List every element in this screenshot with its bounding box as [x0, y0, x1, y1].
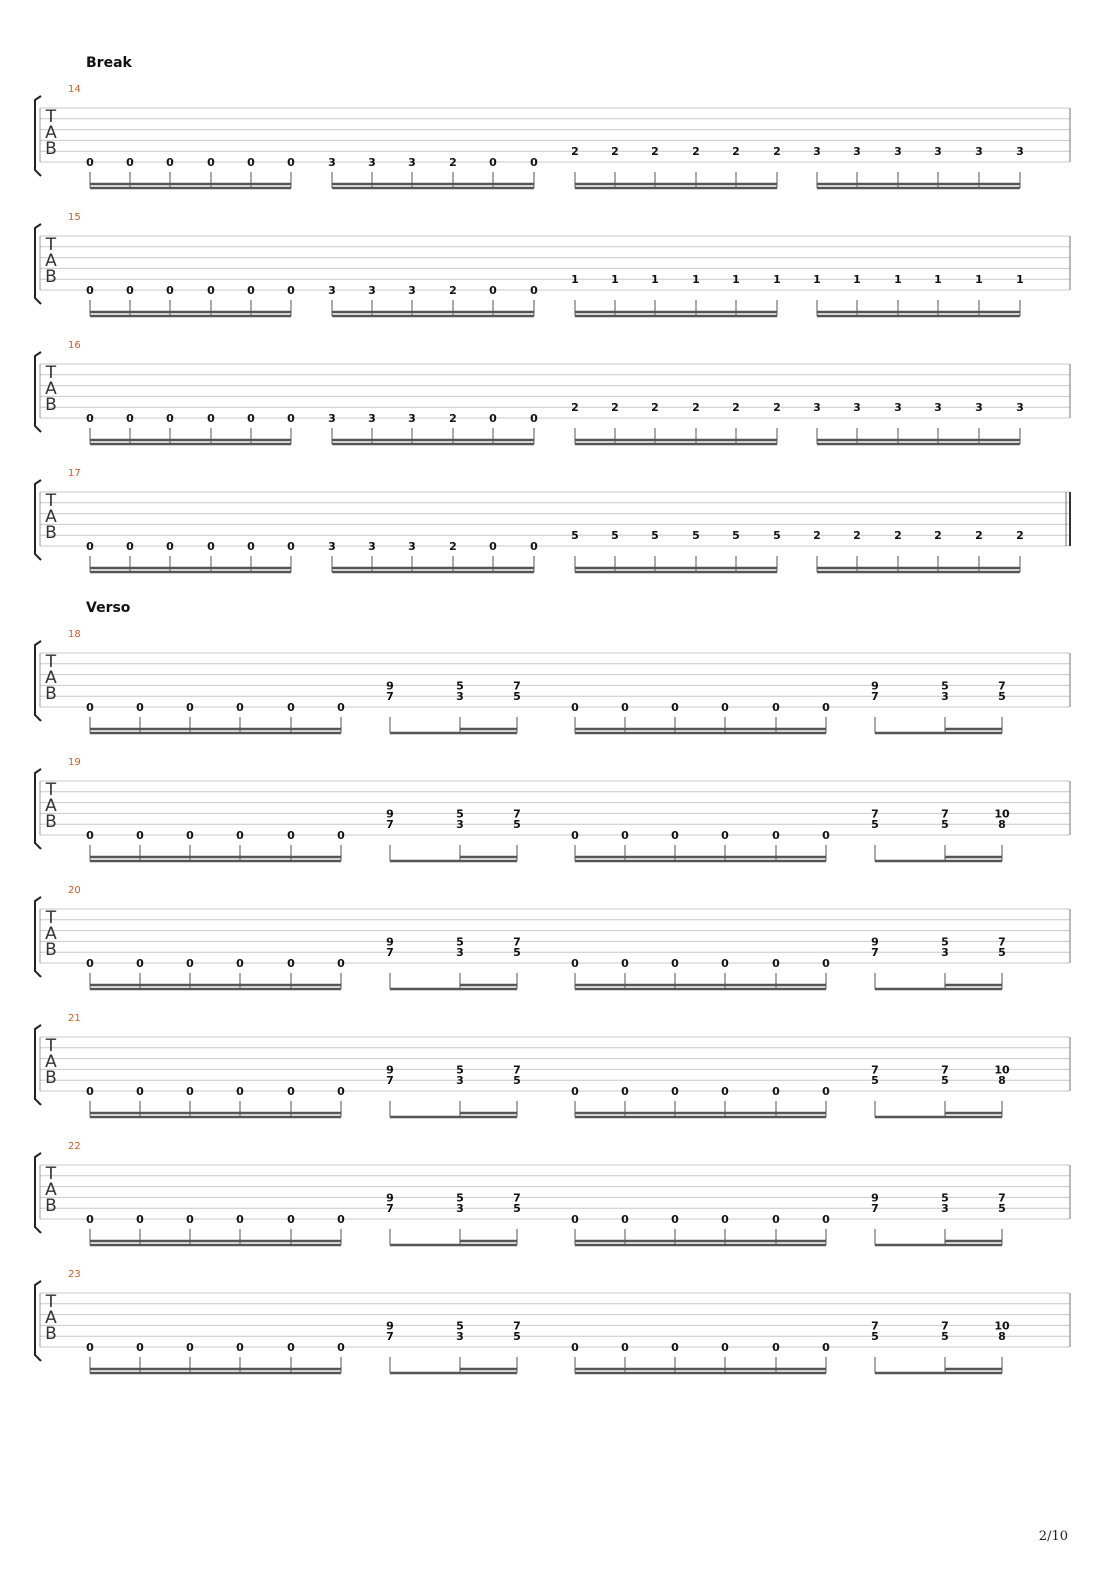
fret-number: 0	[86, 284, 94, 297]
chord-fret-lower: 5	[941, 1074, 949, 1088]
fret-number: 0	[287, 957, 295, 970]
tab-clef-letter: B	[45, 1324, 57, 1344]
fret-number: 0	[166, 540, 174, 553]
tab-clef-letter: B	[45, 395, 57, 415]
fret-number: 0	[721, 701, 729, 714]
chord-fret-upper: 5	[456, 679, 464, 693]
measure-number: 19	[68, 757, 81, 768]
chord-fret-lower: 3	[456, 1074, 464, 1088]
tab-clef-letter: T	[45, 908, 57, 928]
tab-clef-letter: B	[45, 267, 57, 287]
chord-fret-upper: 7	[871, 1319, 879, 1333]
chord-fret-upper: 5	[456, 1319, 464, 1333]
fret-number: 5	[611, 529, 619, 543]
tab-clef-letter: T	[45, 1292, 57, 1312]
chord-fret-lower: 5	[513, 818, 521, 832]
chord-fret-upper: 7	[941, 807, 949, 821]
chord-fret-lower: 3	[456, 1202, 464, 1216]
chord-fret-upper: 5	[941, 1191, 949, 1205]
fret-number: 0	[236, 957, 244, 970]
fret-number: 0	[287, 829, 295, 842]
fret-number: 2	[853, 529, 861, 543]
section-label: Break	[86, 55, 132, 71]
chord-fret-upper: 5	[941, 935, 949, 949]
fret-number: 0	[489, 156, 497, 169]
fret-number: 5	[732, 529, 740, 543]
fret-number: 1	[611, 273, 619, 287]
fret-number: 0	[207, 540, 215, 553]
tab-clef-letter: A	[45, 924, 57, 944]
fret-number: 0	[337, 701, 345, 714]
chord-fret-lower: 3	[456, 1330, 464, 1344]
tab-clef-letter: T	[45, 652, 57, 672]
fret-number: 0	[772, 701, 780, 714]
fret-number: 0	[86, 1341, 94, 1354]
fret-number: 0	[721, 1085, 729, 1098]
measure-number: 23	[68, 1269, 81, 1280]
fret-number: 0	[287, 1213, 295, 1226]
tab-clef-letter: A	[45, 1180, 57, 1200]
fret-number: 0	[86, 957, 94, 970]
fret-number: 0	[822, 829, 830, 842]
chord-fret-upper: 5	[456, 1063, 464, 1077]
fret-number: 0	[247, 540, 255, 553]
chord-fret-upper: 5	[456, 1191, 464, 1205]
fret-number: 2	[732, 401, 740, 415]
chord-fret-upper: 7	[871, 1063, 879, 1077]
fret-number: 0	[287, 412, 295, 425]
fret-number: 0	[671, 829, 679, 842]
fret-number: 3	[328, 156, 336, 169]
fret-number: 3	[975, 145, 983, 159]
fret-number: 0	[136, 957, 144, 970]
chord-fret-upper: 5	[941, 679, 949, 693]
fret-number: 0	[621, 1341, 629, 1354]
chord-fret-upper: 10	[994, 807, 1010, 821]
fret-number: 0	[671, 957, 679, 970]
fret-number: 0	[772, 1085, 780, 1098]
fret-number: 1	[651, 273, 659, 287]
tab-clef-letter: A	[45, 668, 57, 688]
chord-fret-upper: 7	[513, 807, 521, 821]
fret-number: 0	[186, 1213, 194, 1226]
fret-number: 2	[773, 145, 781, 159]
tab-clef-letter: T	[45, 780, 57, 800]
fret-number: 0	[207, 284, 215, 297]
fret-number: 3	[368, 284, 376, 297]
chord-fret-upper: 9	[386, 935, 394, 949]
fret-number: 0	[287, 701, 295, 714]
tab-clef-letter: B	[45, 523, 57, 543]
fret-number: 0	[489, 284, 497, 297]
chord-fret-upper: 7	[998, 1191, 1006, 1205]
chord-fret-lower: 5	[871, 818, 879, 832]
fret-number: 2	[692, 401, 700, 415]
tab-clef-letter: A	[45, 123, 57, 143]
chord-fret-lower: 8	[998, 1074, 1006, 1088]
fret-number: 1	[1016, 273, 1024, 287]
fret-number: 3	[408, 156, 416, 169]
fret-number: 2	[894, 529, 902, 543]
fret-number: 0	[86, 1213, 94, 1226]
fret-number: 2	[692, 145, 700, 159]
fret-number: 1	[732, 273, 740, 287]
chord-fret-upper: 7	[998, 935, 1006, 949]
fret-number: 3	[813, 401, 821, 415]
fret-number: 0	[621, 957, 629, 970]
fret-number: 2	[651, 145, 659, 159]
fret-number: 0	[236, 1341, 244, 1354]
fret-number: 0	[186, 957, 194, 970]
fret-number: 0	[86, 540, 94, 553]
fret-number: 0	[126, 540, 134, 553]
tab-clef-letter: B	[45, 812, 57, 832]
chord-fret-lower: 5	[513, 690, 521, 704]
chord-fret-lower: 8	[998, 818, 1006, 832]
fret-number: 0	[186, 701, 194, 714]
fret-number: 0	[671, 701, 679, 714]
tab-clef-letter: T	[45, 491, 57, 511]
fret-number: 0	[186, 829, 194, 842]
fret-number: 3	[934, 145, 942, 159]
fret-number: 2	[571, 401, 579, 415]
fret-number: 3	[894, 401, 902, 415]
chord-fret-upper: 7	[513, 935, 521, 949]
measure-number: 20	[68, 885, 81, 896]
chord-fret-lower: 5	[941, 1330, 949, 1344]
section-label: Verso	[86, 600, 131, 616]
fret-number: 0	[530, 540, 538, 553]
fret-number: 0	[721, 1341, 729, 1354]
fret-number: 0	[126, 284, 134, 297]
fret-number: 2	[773, 401, 781, 415]
tab-clef-letter: T	[45, 235, 57, 255]
fret-number: 0	[166, 156, 174, 169]
chord-fret-upper: 7	[513, 679, 521, 693]
chord-fret-lower: 3	[456, 690, 464, 704]
chord-fret-lower: 7	[871, 1202, 879, 1216]
page-number: 2/10	[1038, 1529, 1068, 1544]
chord-fret-upper: 7	[513, 1319, 521, 1333]
fret-number: 5	[773, 529, 781, 543]
tab-clef-letter: A	[45, 1052, 57, 1072]
chord-fret-lower: 7	[386, 818, 394, 832]
fret-number: 3	[1016, 401, 1024, 415]
chord-fret-upper: 9	[871, 1191, 879, 1205]
fret-number: 3	[328, 540, 336, 553]
fret-number: 3	[368, 540, 376, 553]
fret-number: 0	[671, 1085, 679, 1098]
chord-fret-lower: 5	[513, 1074, 521, 1088]
fret-number: 2	[813, 529, 821, 543]
fret-number: 0	[621, 1213, 629, 1226]
fret-number: 3	[894, 145, 902, 159]
tab-clef-letter: T	[45, 1164, 57, 1184]
fret-number: 0	[86, 1085, 94, 1098]
fret-number: 0	[721, 957, 729, 970]
fret-number: 2	[651, 401, 659, 415]
chord-fret-lower: 7	[386, 946, 394, 960]
chord-fret-upper: 7	[941, 1319, 949, 1333]
fret-number: 2	[571, 145, 579, 159]
chord-fret-upper: 7	[513, 1191, 521, 1205]
fret-number: 0	[337, 957, 345, 970]
measure-number: 15	[68, 212, 81, 223]
fret-number: 0	[207, 412, 215, 425]
chord-fret-upper: 10	[994, 1319, 1010, 1333]
fret-number: 0	[136, 1213, 144, 1226]
fret-number: 0	[166, 284, 174, 297]
fret-number: 0	[621, 701, 629, 714]
fret-number: 0	[772, 1213, 780, 1226]
chord-fret-upper: 7	[941, 1063, 949, 1077]
tab-clef-letter: T	[45, 363, 57, 383]
fret-number: 3	[368, 412, 376, 425]
fret-number: 0	[571, 1213, 579, 1226]
fret-number: 0	[337, 829, 345, 842]
fret-number: 0	[186, 1085, 194, 1098]
fret-number: 1	[853, 273, 861, 287]
chord-fret-lower: 3	[456, 818, 464, 832]
fret-number: 5	[692, 529, 700, 543]
fret-number: 3	[368, 156, 376, 169]
chord-fret-upper: 9	[386, 679, 394, 693]
chord-fret-upper: 9	[386, 1191, 394, 1205]
tab-clef-letter: A	[45, 796, 57, 816]
fret-number: 0	[236, 1213, 244, 1226]
chord-fret-lower: 7	[871, 946, 879, 960]
fret-number: 1	[571, 273, 579, 287]
tab-clef-letter: A	[45, 251, 57, 271]
fret-number: 0	[186, 1341, 194, 1354]
fret-number: 3	[408, 412, 416, 425]
chord-fret-lower: 5	[998, 946, 1006, 960]
fret-number: 5	[571, 529, 579, 543]
fret-number: 0	[571, 1341, 579, 1354]
fret-number: 0	[671, 1341, 679, 1354]
chord-fret-lower: 7	[386, 1074, 394, 1088]
fret-number: 2	[449, 284, 457, 297]
fret-number: 0	[822, 957, 830, 970]
fret-number: 0	[337, 1213, 345, 1226]
chord-fret-upper: 9	[386, 807, 394, 821]
fret-number: 0	[126, 156, 134, 169]
fret-number: 0	[287, 156, 295, 169]
fret-number: 2	[611, 145, 619, 159]
fret-number: 1	[934, 273, 942, 287]
fret-number: 2	[449, 540, 457, 553]
fret-number: 2	[1016, 529, 1024, 543]
chord-fret-upper: 5	[456, 807, 464, 821]
tab-clef-letter: B	[45, 1196, 57, 1216]
chord-fret-lower: 3	[941, 946, 949, 960]
fret-number: 3	[853, 401, 861, 415]
fret-number: 0	[621, 1085, 629, 1098]
tab-clef-letter: B	[45, 940, 57, 960]
fret-number: 0	[207, 156, 215, 169]
fret-number: 0	[822, 1213, 830, 1226]
fret-number: 0	[337, 1085, 345, 1098]
measure-number: 18	[68, 629, 81, 640]
measure-number: 14	[68, 84, 81, 95]
fret-number: 0	[772, 1341, 780, 1354]
fret-number: 0	[247, 284, 255, 297]
fret-number: 0	[530, 156, 538, 169]
fret-number: 3	[408, 284, 416, 297]
tab-clef-letter: T	[45, 107, 57, 127]
chord-fret-lower: 5	[941, 818, 949, 832]
fret-number: 0	[489, 412, 497, 425]
fret-number: 0	[822, 1085, 830, 1098]
tab-clef-letter: A	[45, 379, 57, 399]
fret-number: 0	[671, 1213, 679, 1226]
tab-clef-letter: B	[45, 1068, 57, 1088]
fret-number: 0	[247, 412, 255, 425]
fret-number: 0	[126, 412, 134, 425]
fret-number: 0	[236, 1085, 244, 1098]
fret-number: 3	[1016, 145, 1024, 159]
chord-fret-lower: 5	[513, 1330, 521, 1344]
fret-number: 1	[813, 273, 821, 287]
fret-number: 0	[571, 957, 579, 970]
chord-fret-upper: 10	[994, 1063, 1010, 1077]
chord-fret-upper: 9	[871, 935, 879, 949]
fret-number: 2	[449, 156, 457, 169]
measure-number: 16	[68, 340, 81, 351]
chord-fret-lower: 5	[871, 1330, 879, 1344]
fret-number: 2	[934, 529, 942, 543]
fret-number: 3	[813, 145, 821, 159]
fret-number: 0	[721, 829, 729, 842]
fret-number: 3	[408, 540, 416, 553]
fret-number: 2	[732, 145, 740, 159]
chord-fret-lower: 5	[998, 690, 1006, 704]
fret-number: 0	[721, 1213, 729, 1226]
fret-number: 3	[934, 401, 942, 415]
fret-number: 1	[975, 273, 983, 287]
chord-fret-lower: 3	[941, 690, 949, 704]
chord-fret-upper: 5	[456, 935, 464, 949]
fret-number: 0	[136, 1085, 144, 1098]
fret-number: 0	[530, 284, 538, 297]
fret-number: 0	[247, 156, 255, 169]
chord-fret-lower: 7	[386, 1330, 394, 1344]
fret-number: 0	[136, 829, 144, 842]
fret-number: 2	[449, 412, 457, 425]
chord-fret-upper: 9	[386, 1063, 394, 1077]
fret-number: 0	[287, 284, 295, 297]
chord-fret-lower: 7	[386, 1202, 394, 1216]
fret-number: 1	[773, 273, 781, 287]
tab-clef-letter: B	[45, 139, 57, 159]
fret-number: 0	[772, 829, 780, 842]
fret-number: 0	[772, 957, 780, 970]
fret-number: 0	[86, 701, 94, 714]
chord-fret-upper: 7	[513, 1063, 521, 1077]
chord-fret-lower: 3	[456, 946, 464, 960]
fret-number: 0	[236, 829, 244, 842]
fret-number: 0	[822, 1341, 830, 1354]
fret-number: 5	[651, 529, 659, 543]
fret-number: 0	[86, 412, 94, 425]
fret-number: 3	[328, 412, 336, 425]
fret-number: 2	[611, 401, 619, 415]
measure-number: 22	[68, 1141, 81, 1152]
fret-number: 1	[894, 273, 902, 287]
chord-fret-lower: 5	[513, 1202, 521, 1216]
chord-fret-lower: 5	[871, 1074, 879, 1088]
fret-number: 0	[86, 156, 94, 169]
fret-number: 0	[86, 829, 94, 842]
fret-number: 1	[692, 273, 700, 287]
chord-fret-lower: 3	[941, 1202, 949, 1216]
fret-number: 0	[337, 1341, 345, 1354]
fret-number: 2	[975, 529, 983, 543]
chord-fret-upper: 7	[871, 807, 879, 821]
chord-fret-upper: 7	[998, 679, 1006, 693]
chord-fret-lower: 8	[998, 1330, 1006, 1344]
measure-number: 21	[68, 1013, 81, 1024]
fret-number: 3	[328, 284, 336, 297]
fret-number: 0	[287, 1085, 295, 1098]
fret-number: 0	[571, 1085, 579, 1098]
chord-fret-lower: 5	[513, 946, 521, 960]
fret-number: 0	[287, 540, 295, 553]
chord-fret-lower: 5	[998, 1202, 1006, 1216]
fret-number: 0	[822, 701, 830, 714]
chord-fret-upper: 9	[386, 1319, 394, 1333]
tab-clef-letter: A	[45, 1308, 57, 1328]
tab-clef-letter: T	[45, 1036, 57, 1056]
fret-number: 0	[136, 1341, 144, 1354]
fret-number: 0	[236, 701, 244, 714]
fret-number: 0	[136, 701, 144, 714]
fret-number: 0	[571, 829, 579, 842]
fret-number: 0	[571, 701, 579, 714]
fret-number: 0	[530, 412, 538, 425]
fret-number: 3	[975, 401, 983, 415]
tab-clef-letter: B	[45, 684, 57, 704]
chord-fret-upper: 9	[871, 679, 879, 693]
measure-number: 17	[68, 468, 81, 479]
fret-number: 0	[621, 829, 629, 842]
fret-number: 0	[489, 540, 497, 553]
tab-clef-letter: A	[45, 507, 57, 527]
chord-fret-lower: 7	[386, 690, 394, 704]
fret-number: 3	[853, 145, 861, 159]
chord-fret-lower: 7	[871, 690, 879, 704]
fret-number: 0	[287, 1341, 295, 1354]
fret-number: 0	[166, 412, 174, 425]
